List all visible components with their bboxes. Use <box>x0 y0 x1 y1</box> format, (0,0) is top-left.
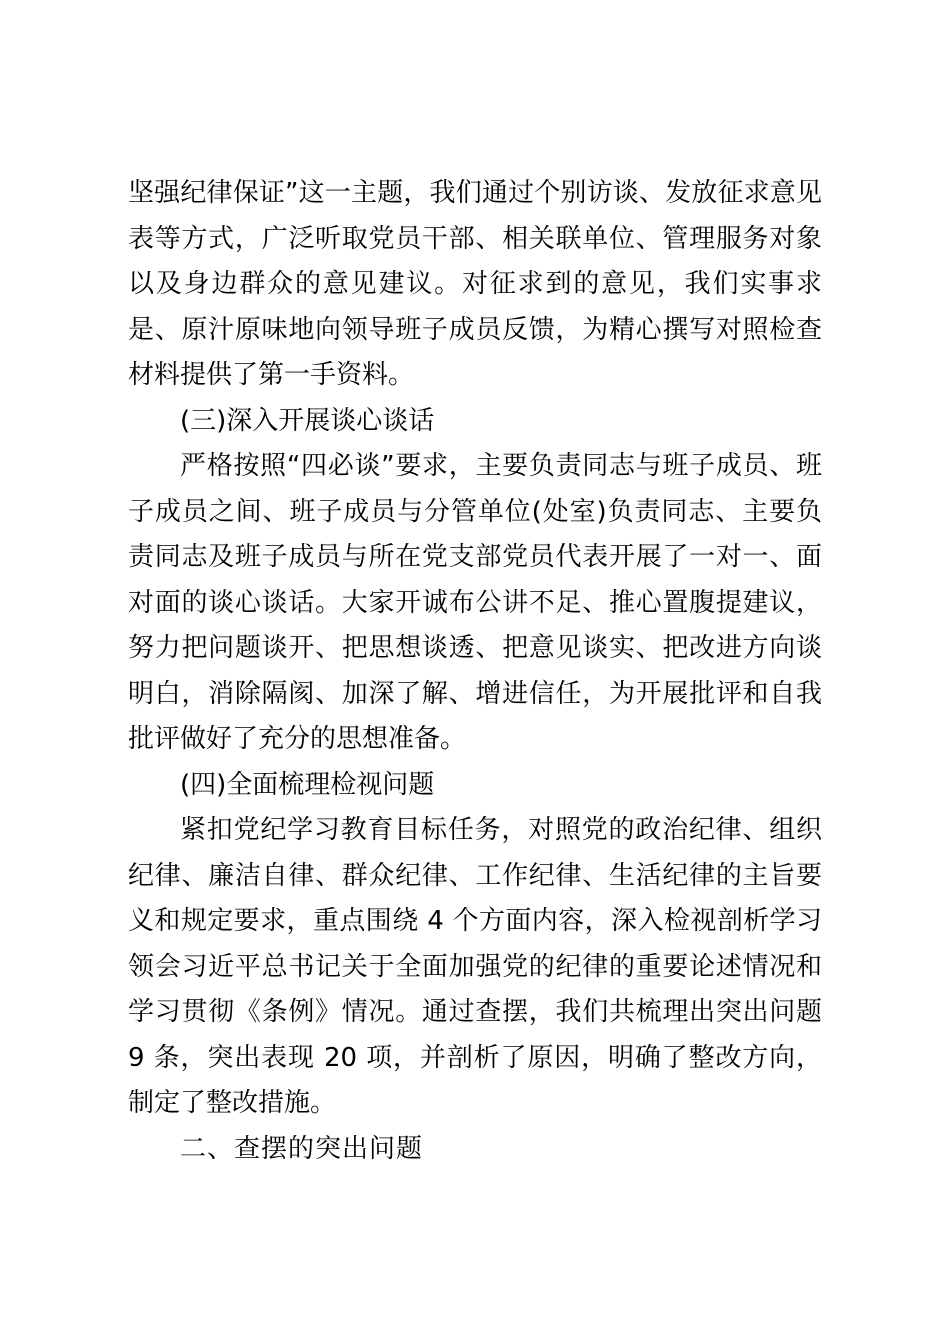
body-paragraph-2: 严格按照“四必谈”要求，主要负责同志与班子成员、班子成员之间、班子成员与分管单位(处室)负责同志、主要负责同志及班子成员与所在党支部党员代表开展了一对一、面对面的谈心谈话。大家开诚布公讲不足、推心置腹提建议，努力把问题谈开、把思想谈透、把意见谈实、把改进方向谈明白，消除隔阂、加深了解、增进信任，为开展批评和自我批评做好了充分的思想准备。 <box>128 451 822 754</box>
section-heading-2: 二、查摆的突出问题 <box>180 1133 424 1164</box>
subheading-4: (四)全面梳理检视问题 <box>180 769 435 800</box>
subheading-3: (三)深入开展谈心谈话 <box>180 405 435 436</box>
body-paragraph-1: 坚强纪律保证”这一主题，我们通过个别访谈、发放征求意见表等方式，广泛听取党员干部、相关联单位、管理服务对象以及身边群众的意见建议。对征求到的意见，我们实事求是、原汁原味地向领导班子成员反馈，为精心撰写对照检查材料提供了第一手资料。 <box>128 178 822 390</box>
body-paragraph-3: 紧扣党纪学习教育目标任务，对照党的政治纪律、组织纪律、廉洁自律、群众纪律、工作纪律、生活纪律的主旨要义和规定要求，重点围绕 4 个方面内容，深入检视剖析学习领会习近平总书记关于全面加强党的纪律的重要论述情况和学习贯彻《条例》情况。通过查摆，我们共梳理出突出问题 9 条，突出表现 20 项，并剖析了原因，明确了整改方向，制定了整改措施。 <box>128 815 822 1118</box>
document-page <box>128 171 822 1172</box>
